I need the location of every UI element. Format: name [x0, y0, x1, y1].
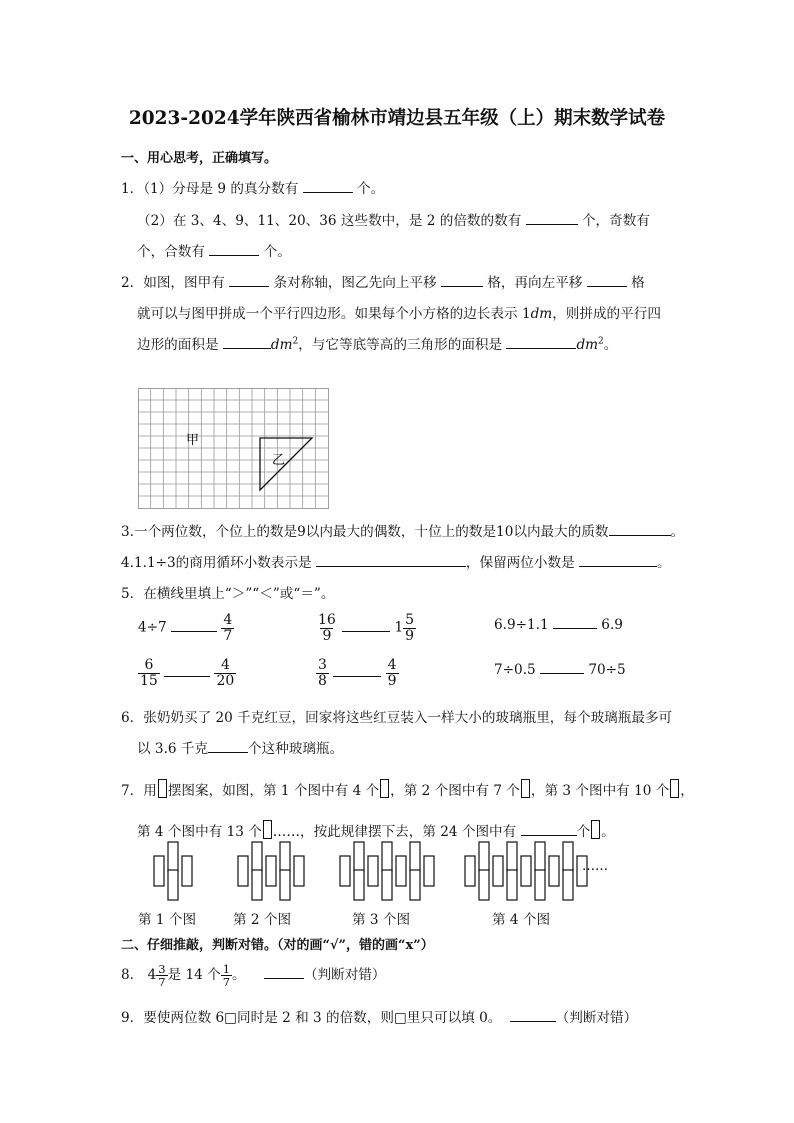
- q4-end: 。: [656, 555, 671, 571]
- q5-r2c3-blank[interactable]: [540, 661, 584, 674]
- q2-unit: dm: [530, 306, 553, 322]
- question-7-line1: [121, 779, 694, 799]
- q8-number: 8．: [121, 967, 144, 984]
- q5-r2c1-blank[interactable]: [164, 664, 210, 677]
- q1a-blank[interactable]: [303, 180, 353, 193]
- q5-r2c2-blank[interactable]: [333, 664, 381, 677]
- rect-tile-icon: [263, 820, 272, 839]
- pattern-rect: [266, 856, 276, 886]
- question-1b: [137, 209, 650, 229]
- q2-text-c: 格，再向左平移: [487, 275, 583, 291]
- question-2-line3: [137, 333, 617, 353]
- q7-text-c: ，第 2 个图中有 7 个: [390, 783, 520, 799]
- q7-blank[interactable]: [521, 823, 577, 836]
- pattern-rect: [396, 856, 406, 886]
- q1c-blank-composite[interactable]: [209, 243, 259, 256]
- q5-r2c3-left: 7÷0.5: [494, 662, 536, 678]
- grid-lines: [138, 388, 329, 509]
- q7-text-a: 7．用: [121, 783, 157, 799]
- question-8: [121, 963, 386, 988]
- q5-r2c2: [316, 658, 399, 688]
- q4-blank-rounded[interactable]: [579, 554, 657, 567]
- q8-whole: 4: [147, 967, 157, 984]
- q7-text-b: 摆图案，如图，第 1 个图中有 4 个: [167, 783, 380, 799]
- shape-yi: [260, 438, 312, 490]
- q8-frac2: $\frac{1}{7}$: [222, 962, 231, 990]
- q7-text-h: 个: [576, 824, 591, 840]
- q6-text-a: 以 3.6 千克: [137, 741, 209, 757]
- q6-text-b: 个这种玻璃瓶。: [248, 741, 344, 757]
- q2-blank-up[interactable]: [441, 274, 483, 287]
- q2-text-a: 2．如图，图甲有: [121, 275, 225, 291]
- q2-blank-left[interactable]: [587, 274, 627, 287]
- q5-r2c3: [494, 661, 626, 678]
- caption-figure-1: 第 1 个图: [138, 912, 197, 928]
- question-6-line2: [137, 737, 343, 757]
- caption-figure-4: 第 4 个图: [492, 912, 551, 928]
- q5-r1c3-right: 6.9: [601, 617, 623, 633]
- pattern-rect: [382, 870, 392, 900]
- section-2-heading: 二、仔细推敲，判断对错。（对的画“√”，错的画“x”）: [121, 938, 434, 953]
- q2-grid-figure: [138, 388, 330, 510]
- pattern-rect: [535, 870, 545, 900]
- pattern-rect: [521, 856, 531, 886]
- q1a-text: 1．（1）分母是 9 的真分数有: [121, 181, 299, 197]
- caption-figure-2: 第 2 个图: [233, 912, 292, 928]
- pattern-rect: [168, 842, 178, 872]
- q2-text-g: 边形的面积是: [137, 337, 219, 353]
- q2-unit-2: dm: [270, 337, 293, 353]
- q7-text-d: ，第 3 个图中有 10 个: [530, 783, 670, 799]
- question-2-line2: [137, 302, 661, 322]
- pattern-rect: [182, 856, 192, 886]
- q7-text-e: ，: [680, 783, 694, 799]
- q4-blank-repeating[interactable]: [316, 554, 466, 567]
- pattern-figure-2: [238, 842, 304, 900]
- q5-r1c1-frac: $\frac{4}{7}$: [223, 612, 233, 644]
- q2-sq-2: 2: [292, 336, 299, 347]
- question-6-line1: 6．张奶奶买了 20 千克红豆，回家将这些红豆装入一样大小的玻璃瓶里，每个玻璃瓶最多可: [121, 710, 673, 726]
- q8-mid: 是 14 个: [167, 967, 221, 984]
- q7-text-i: 。: [601, 824, 615, 840]
- q5-r1c2-frac: $\frac{16}{9}$: [318, 612, 336, 644]
- pattern-rect: [507, 870, 517, 900]
- label-jia: 甲: [186, 433, 200, 448]
- q3-end: 。: [670, 524, 685, 540]
- pattern-rect: [252, 842, 262, 872]
- q1b-text: （2）在 3、4、9、11、20、36 这些数中，是 2 的倍数的数有: [137, 213, 522, 229]
- pattern-rect: [252, 870, 262, 900]
- pattern-rect: [465, 856, 475, 886]
- q1c-end: 个。: [263, 244, 291, 260]
- q9-text: 9．要使两位数 6□同时是 2 和 3 的倍数，则□里只可以填 0。: [121, 1010, 502, 1026]
- pattern-rect: [479, 870, 489, 900]
- pattern-rect: [410, 842, 420, 872]
- rect-tile-icon: [380, 779, 389, 798]
- q9-tail: （判断对错）: [555, 1010, 638, 1026]
- q8-frac: $\frac{3}{7}$: [158, 962, 166, 990]
- q8-blank[interactable]: [264, 966, 304, 979]
- question-5-intro: 5．在横线里填上“＞”“＜”或“＝”。: [121, 586, 335, 602]
- q6-blank[interactable]: [208, 740, 248, 753]
- pattern-rect: [549, 856, 559, 886]
- q2-text-b: 条对称轴，图乙先向上平移: [273, 275, 437, 291]
- q5-r1c1-blank[interactable]: [171, 619, 217, 632]
- q2-unit-3: dm: [576, 337, 599, 353]
- q5-r2c3-right: 70÷5: [588, 662, 626, 678]
- question-1c: [137, 240, 291, 260]
- q5-r2c2-frac2: $\frac{4}{9}$: [387, 657, 397, 689]
- label-yi: 乙: [272, 453, 286, 468]
- question-9: [121, 1006, 637, 1026]
- q1c-text: 个，合数有: [137, 244, 205, 260]
- q2-text-e: 就可以与图甲拼成一个平行四边形。如果每个小方格的边长表示 1: [137, 306, 531, 322]
- question-7-line2: [137, 820, 615, 840]
- q5-r2c1-frac2: $\frac{4}{20}$: [216, 657, 235, 689]
- pattern-ellipsis: ……: [582, 859, 608, 874]
- q2-blank-triangle[interactable]: [506, 336, 576, 349]
- pattern-rect: [168, 870, 178, 900]
- pattern-rect: [280, 842, 290, 872]
- caption-figure-3: 第 3 个图: [352, 912, 411, 928]
- rect-tile-icon: [670, 779, 679, 798]
- q7-pattern-figures: [140, 840, 660, 902]
- q4-text-b: ，保留两位小数是: [465, 555, 575, 571]
- q1b-blank-even[interactable]: [526, 212, 578, 225]
- q2-sq-3: 2: [598, 336, 604, 347]
- q7-text-g: ……，按此规律摆下去，第 24 个图中有: [272, 824, 517, 840]
- q2-blank-area[interactable]: [223, 336, 271, 349]
- rect-tile-icon: [591, 820, 600, 839]
- pattern-rect: [535, 842, 545, 872]
- question-1a: [121, 177, 384, 197]
- pattern-rect: [280, 870, 290, 900]
- q5-r1c3: [494, 616, 623, 633]
- pattern-rect: [154, 856, 164, 886]
- pattern-figure-4: [465, 842, 587, 900]
- q5-r2c2-frac1: $\frac{3}{8}$: [318, 657, 327, 689]
- q5-r1c2-blank[interactable]: [342, 619, 390, 632]
- pattern-rect: [563, 842, 573, 872]
- q5-r1c1-left: 4÷7: [138, 619, 167, 636]
- question-4: [121, 551, 671, 571]
- pattern-figure-1: [154, 842, 192, 900]
- pattern-rect: [354, 842, 364, 872]
- q8-end: 。: [232, 967, 246, 984]
- question-3: [121, 520, 684, 540]
- pattern-rect: [238, 856, 248, 886]
- pattern-rect: [368, 856, 378, 886]
- q9-blank[interactable]: [510, 1009, 556, 1022]
- q5-r1c2: [316, 613, 416, 643]
- q4-text-a: 4.1.1÷3的商用循环小数表示是: [121, 555, 312, 571]
- question-2-line1: [121, 271, 645, 291]
- q5-r2c1: [138, 658, 236, 688]
- pattern-rect: [479, 842, 489, 872]
- q8-tail: （判断对错）: [303, 967, 386, 984]
- q3-blank[interactable]: [609, 523, 671, 536]
- pattern-rect: [410, 870, 420, 900]
- grid-border: [139, 389, 329, 509]
- section-1-heading: 一、用心思考，正确填写。: [121, 151, 278, 166]
- q2-text-d: 格: [631, 275, 645, 291]
- q2-text-f: ，则拼成的平行四: [552, 306, 661, 322]
- q1a-end: 个。: [356, 181, 385, 197]
- q5-r1c3-left: 6.9÷1.1: [494, 617, 549, 633]
- q5-r1c3-blank[interactable]: [553, 616, 597, 629]
- pattern-rect: [382, 842, 392, 872]
- q7-text-f: 第 4 个图中有 13 个: [137, 824, 262, 840]
- q2-text-h: ，与它等底等高的三角形的面积是: [298, 337, 503, 353]
- pattern-figure-3: [340, 842, 434, 900]
- page-title: 2023-2024学年陕西省榆林市靖边县五年级（上）期末数学试卷: [128, 108, 666, 129]
- q3-text: 3.一个两位数，个位上的数是9以内最大的偶数，十位上的数是10以内最大的质数: [121, 524, 609, 540]
- pattern-rect: [424, 856, 434, 886]
- pattern-rect: [493, 856, 503, 886]
- pattern-rect: [563, 870, 573, 900]
- rect-tile-icon: [521, 779, 530, 798]
- q2-blank-axes[interactable]: [229, 274, 269, 287]
- pattern-rect: [507, 842, 517, 872]
- q2-end: 。: [603, 337, 618, 353]
- q5-r1c2-whole: 1: [394, 619, 404, 636]
- q5-r2c1-frac1: $\frac{6}{15}$: [140, 657, 158, 689]
- rect-tile-icon: [158, 779, 167, 798]
- pattern-rect: [340, 856, 350, 886]
- q1b-mid: 个，奇数有: [581, 213, 650, 229]
- q5-r1c1: [138, 613, 234, 643]
- q5-r1c2-mixed: $\frac{5}{9}$: [405, 612, 415, 644]
- pattern-rect: [354, 870, 364, 900]
- pattern-rect: [294, 856, 304, 886]
